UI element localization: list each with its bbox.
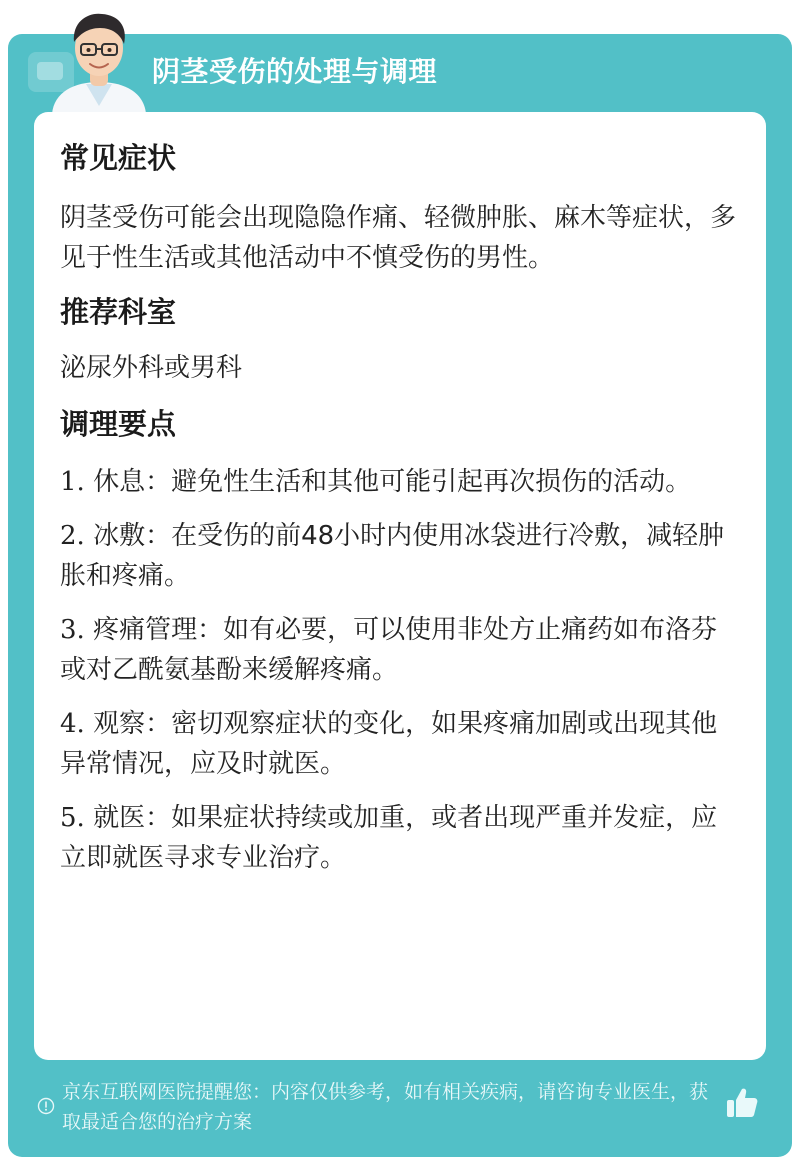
care-item-text: 疼痛管理：如有必要，可以使用非处方止痛药如布洛芬或对乙酰氨基酚来缓解疼痛。 <box>60 615 718 685</box>
page-title: 阴茎受伤的处理与调理 <box>152 55 438 88</box>
care-item-text: 就医：如果症状持续或加重，或者出现严重并发症，应立即就医寻求专业治疗。 <box>60 803 718 873</box>
content-card <box>34 112 766 1060</box>
care-item-3 <box>60 610 740 690</box>
care-item-5 <box>60 798 740 878</box>
care-item-text: 观察：密切观察症状的变化，如果疼痛加剧或出现其他异常情况，应及时就医。 <box>60 709 718 779</box>
care-item-4 <box>60 704 740 784</box>
doctor-avatar <box>44 6 154 114</box>
care-item-number: 3. <box>60 615 85 645</box>
symptoms-heading: 常见症状 <box>60 141 177 175</box>
care-item-text: 冰敷：在受伤的前48小时内使用冰袋进行冷敷，减轻肿胀和疼痛。 <box>60 521 725 591</box>
care-item-number: 2. <box>60 521 85 551</box>
department-heading: 推荐科室 <box>60 295 177 329</box>
care-item-number: 4. <box>60 709 85 739</box>
care-item-2 <box>60 516 740 596</box>
care-heading: 调理要点 <box>60 407 177 441</box>
department-text: 泌尿外科或男科 <box>60 353 243 383</box>
thumbs-up-icon[interactable] <box>724 1085 760 1121</box>
care-item-number: 1. <box>60 467 85 497</box>
care-item-number: 5. <box>60 803 85 833</box>
symptoms-text: 阴茎受伤可能会出现隐隐作痛、轻微肿胀、麻木等症状，多见于性生活或其他活动中不慎受伤的男性。 <box>60 203 737 273</box>
info-icon <box>37 1097 55 1115</box>
disclaimer-text: 京东互联网医院提醒您：内容仅供参考，如有相关疾病，请咨询专业医生，获取最适合您的治疗方案 <box>62 1081 709 1133</box>
care-item-1 <box>60 462 740 502</box>
care-item-text: 休息：避免性生活和其他可能引起再次损伤的活动。 <box>84 467 692 497</box>
